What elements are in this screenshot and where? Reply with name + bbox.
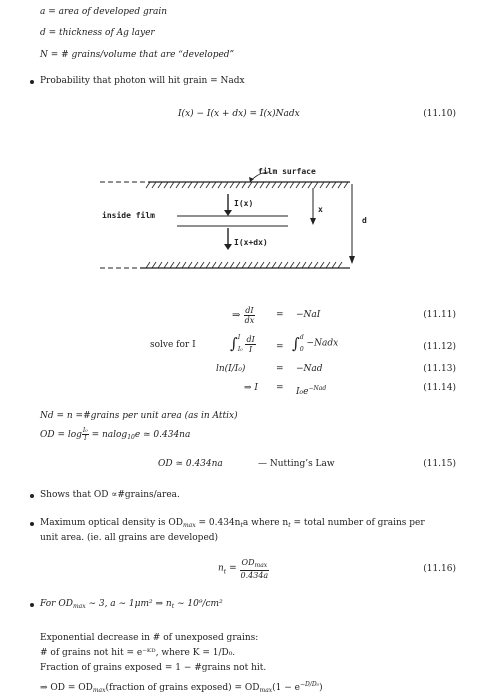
equals-sign: = bbox=[276, 383, 284, 393]
equation-number-11-14: (11.14) bbox=[423, 383, 456, 393]
derivation-row-1-lhs bbox=[232, 306, 255, 325]
bullet-max-line2: unit area. (ie. all grains are developed) bbox=[40, 533, 219, 543]
text: ⇒ OD = OD bbox=[40, 683, 93, 693]
text: For OD bbox=[40, 599, 73, 609]
equation-number-11-16: (11.16) bbox=[423, 564, 456, 574]
fraction-dI-I bbox=[245, 335, 255, 354]
int-upper: d bbox=[299, 334, 304, 341]
num-sub: max bbox=[254, 562, 268, 569]
text: a where n bbox=[242, 518, 289, 528]
integral-sign: ∫ bbox=[292, 334, 300, 353]
equals-sign: = bbox=[229, 563, 240, 574]
fraction-dI-dx bbox=[244, 306, 256, 325]
note-nd: Nd = n =#grains per unit area (as in Attix) bbox=[40, 411, 238, 421]
derivation-row-2-rhs bbox=[292, 332, 338, 356]
equation-number-11-15: (11.15) bbox=[423, 459, 456, 469]
derivation-row-3-lhs: ln(I/I₀) bbox=[216, 364, 246, 374]
equals-sign: = bbox=[276, 364, 284, 374]
sub: max bbox=[92, 687, 106, 694]
exp-line2: # of grains not hit = e⁻ᴷᴰ, where K = 1/D₀. bbox=[40, 648, 236, 658]
inside-film-label: inside film bbox=[102, 211, 155, 220]
derivation-row-4-rhs bbox=[296, 383, 326, 398]
bullet-probability: Probability that photon will hit grain = Nadx bbox=[40, 76, 245, 86]
sub: max bbox=[182, 522, 196, 529]
exp-line3: Fraction of grains exposed = 1 − #grains not hit. bbox=[40, 663, 267, 673]
od-tail: e ≃ 0.434na bbox=[134, 430, 191, 440]
derivation-row-1-rhs: −NaI bbox=[296, 310, 321, 320]
rhs-base: I₀e bbox=[296, 387, 309, 397]
sup: −D/D₀ bbox=[299, 681, 320, 688]
definition-a: a = area of developed grain bbox=[40, 7, 168, 17]
bullet-dot bbox=[30, 494, 34, 498]
definition-n: N = # grains/volume that are “developed” bbox=[40, 50, 235, 60]
exp-line4 bbox=[40, 679, 323, 696]
text: ) bbox=[319, 683, 323, 693]
nuttings-law-label: — Nutting’s Law bbox=[258, 459, 335, 469]
sub: max bbox=[72, 603, 86, 610]
film-surface-label: film surface bbox=[258, 167, 316, 176]
ixdx-label: I(x+dx) bbox=[234, 238, 268, 247]
bullet-for bbox=[40, 599, 223, 612]
definition-d: d = thickness of Ag layer bbox=[40, 28, 155, 38]
sub: t bbox=[171, 603, 175, 610]
ix-label: I(x) bbox=[234, 199, 254, 208]
text: (1 − e bbox=[272, 683, 300, 693]
sub: t bbox=[240, 522, 243, 529]
equation-number-11-10: (11.10) bbox=[423, 109, 456, 119]
frac-den: I bbox=[249, 344, 253, 354]
x-label: x bbox=[318, 205, 323, 214]
derivation-row-4-lhs: ⇒ I bbox=[244, 383, 258, 393]
solve-for-label: solve for I bbox=[150, 340, 196, 350]
rhs-text: −Nadx bbox=[306, 338, 339, 349]
int-lower: 0 bbox=[299, 346, 304, 353]
od-sub: 10 bbox=[127, 434, 135, 441]
implies-symbol: ⇒ bbox=[232, 310, 241, 321]
equation-number-11-13: (11.13) bbox=[423, 364, 456, 374]
equation-11-16 bbox=[218, 558, 269, 580]
frac-den: 0.434a bbox=[240, 571, 269, 580]
frac-num: I₀ bbox=[82, 427, 88, 434]
sub: max bbox=[259, 687, 273, 694]
frac-den: I bbox=[84, 435, 87, 442]
note-od bbox=[40, 427, 190, 443]
equation-number-11-12: (11.12) bbox=[423, 342, 456, 352]
int-upper: I bbox=[237, 334, 241, 341]
equals-sign: = bbox=[276, 310, 284, 320]
lhs-sub: t bbox=[223, 568, 227, 576]
bullet-dot bbox=[30, 80, 34, 84]
integral-limits bbox=[238, 332, 243, 356]
int-lower: I₀ bbox=[237, 346, 243, 353]
frac-den: dx bbox=[244, 316, 255, 325]
d-label: d bbox=[362, 216, 367, 225]
rhs-exponent: −Nad bbox=[308, 385, 327, 392]
frac-num bbox=[240, 558, 270, 571]
od-suffix: = nalog bbox=[88, 430, 128, 440]
integral-sign: ∫ bbox=[230, 334, 238, 353]
fraction-odmax bbox=[240, 558, 270, 580]
frac-num: dI bbox=[245, 306, 254, 315]
text: = total number of grains per bbox=[290, 518, 425, 528]
od-fraction bbox=[82, 427, 89, 442]
bullet-shows: Shows that OD ∝#grains/area. bbox=[40, 490, 180, 500]
bullet-dot bbox=[30, 522, 34, 526]
equation-11-15: OD ≃ 0.434na bbox=[158, 459, 223, 469]
derivation-row-3-rhs: −Nad bbox=[296, 364, 323, 374]
exp-line1: Exponential decrease in # of unexposed grains: bbox=[40, 633, 259, 643]
sub: t bbox=[288, 522, 291, 529]
derivation-row-2-lhs bbox=[230, 332, 256, 356]
bullet-max-line1 bbox=[40, 518, 425, 531]
text: ∼ 10⁹/cm² bbox=[174, 599, 223, 609]
text: ∼ 3, a ∼ 1μm² ⇒ n bbox=[85, 599, 172, 609]
equation-11-10: I(x) − I(x + dx) = I(x)Nadx bbox=[178, 109, 300, 119]
bullet-dot bbox=[30, 603, 34, 607]
equation-number-11-11: (11.11) bbox=[423, 310, 456, 320]
equals-sign: = bbox=[276, 342, 284, 352]
integral-limits bbox=[300, 332, 304, 356]
text: Maximum optical density is OD bbox=[40, 518, 183, 528]
od-prefix: OD = log bbox=[40, 430, 82, 440]
film-diagram bbox=[0, 160, 498, 290]
text: (fraction of grains exposed) = OD bbox=[105, 683, 260, 693]
frac-num: dI bbox=[246, 334, 255, 344]
num-text: OD bbox=[241, 558, 255, 567]
lhs: n bbox=[218, 563, 224, 574]
text: = 0.434n bbox=[195, 518, 241, 528]
